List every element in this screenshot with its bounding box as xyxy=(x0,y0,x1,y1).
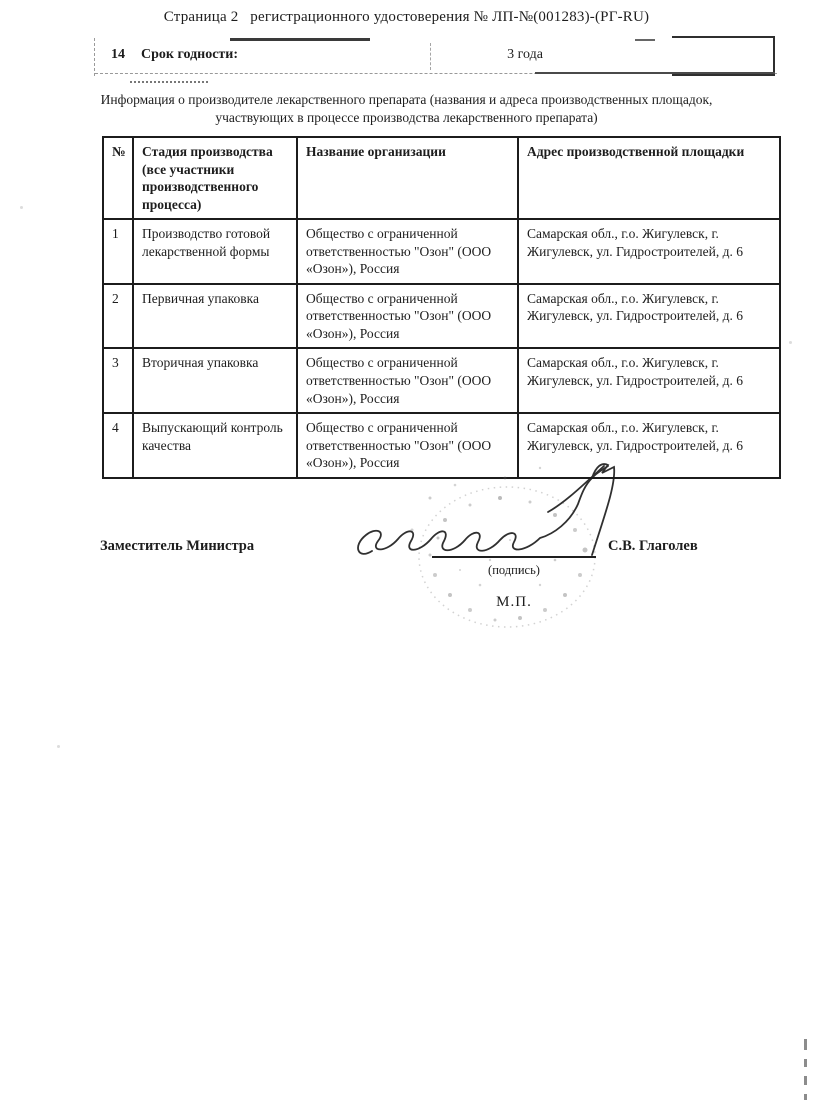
scan-artifact-bottom-segment xyxy=(535,72,775,74)
seal-placeholder-label: М.П. xyxy=(496,594,532,610)
cell-number: 2 xyxy=(103,284,133,349)
scan-speck xyxy=(57,745,60,748)
scan-artifact-top-segment xyxy=(230,38,370,41)
signature-line xyxy=(432,556,596,558)
page-header: Страница 2 регистрационного удостоверения № ЛП-№(001283)-(РГ-RU) xyxy=(163,9,650,25)
scan-speck xyxy=(789,341,792,344)
scan-speck xyxy=(20,206,23,209)
cell-stage: Выпускающий контроль качества xyxy=(133,413,297,478)
cell-number: 4 xyxy=(103,413,133,478)
manufacturer-info-text xyxy=(0,91,813,126)
signature-caption: (подпись) xyxy=(488,563,540,577)
scan-edge-dash xyxy=(804,1076,807,1085)
scan-edge-marks xyxy=(804,1039,808,1109)
col-header-organization: Название организации xyxy=(297,137,518,219)
table-header-row xyxy=(103,137,780,219)
col-header-number: № xyxy=(103,137,133,219)
signatory-title: Заместитель Министра xyxy=(100,538,255,554)
cell-address: Самарская обл., г.о. Жигулевск, г. Жигулевск, ул. Гидростроителей, д. 6 xyxy=(518,413,780,478)
manufacturer-info-line1: Информация о производителе лекарственного препарата (названия и адреса производственных площадок, xyxy=(100,92,713,107)
table-row xyxy=(103,413,780,478)
scan-edge-dash xyxy=(804,1059,807,1067)
shelf-life-row-number: 14 xyxy=(111,47,125,62)
scan-artifact-bottom-dashes xyxy=(95,73,777,74)
cell-address: Самарская обл., г.о. Жигулевск, г. Жигулевск, ул. Гидростроителей, д. 6 xyxy=(518,284,780,349)
scan-artifact-left-border xyxy=(94,38,95,76)
cell-organization: Общество с ограниченной ответственностью "Озон" (ООО «Озон»), Россия xyxy=(297,413,518,478)
scan-edge-dash xyxy=(804,1094,807,1100)
scan-artifact-top-dash xyxy=(635,39,655,41)
cell-stage: Производство готовой лекарственной формы xyxy=(133,219,297,284)
scan-edge-dash xyxy=(804,1039,807,1050)
col-header-stage: Стадия производства (все участники производственного процесса) xyxy=(133,137,297,219)
cell-number: 1 xyxy=(103,219,133,284)
shelf-life-row xyxy=(95,40,777,74)
shelf-life-value: 3 года xyxy=(507,47,543,62)
signatory-name: С.В. Глаголев xyxy=(608,538,698,554)
cell-stage: Вторичная упаковка xyxy=(133,348,297,413)
table-row xyxy=(103,284,780,349)
shelf-life-label: Срок годности: xyxy=(141,47,239,62)
cell-number: 3 xyxy=(103,348,133,413)
manufacturer-table xyxy=(102,136,781,479)
signature-and-stamp xyxy=(340,450,650,645)
table-row xyxy=(103,348,780,413)
cell-address: Самарская обл., г.о. Жигулевск, г. Жигулевск, ул. Гидростроителей, д. 6 xyxy=(518,348,780,413)
scan-artifact-right-box xyxy=(672,36,775,76)
cell-organization: Общество с ограниченной ответственностью "Озон" (ООО «Озон»), Россия xyxy=(297,219,518,284)
scan-artifact-below-dashes xyxy=(130,81,208,83)
table-row xyxy=(103,219,780,284)
cell-organization: Общество с ограниченной ответственностью "Озон" (ООО «Озон»), Россия xyxy=(297,284,518,349)
col-header-address: Адрес производственной площадки xyxy=(518,137,780,219)
cell-address: Самарская обл., г.о. Жигулевск, г. Жигулевск, ул. Гидростроителей, д. 6 xyxy=(518,219,780,284)
cell-organization: Общество с ограниченной ответственностью "Озон" (ООО «Озон»), Россия xyxy=(297,348,518,413)
manufacturer-info-line2: участвующих в процессе производства лекарственного препарата) xyxy=(215,109,598,125)
cell-stage: Первичная упаковка xyxy=(133,284,297,349)
